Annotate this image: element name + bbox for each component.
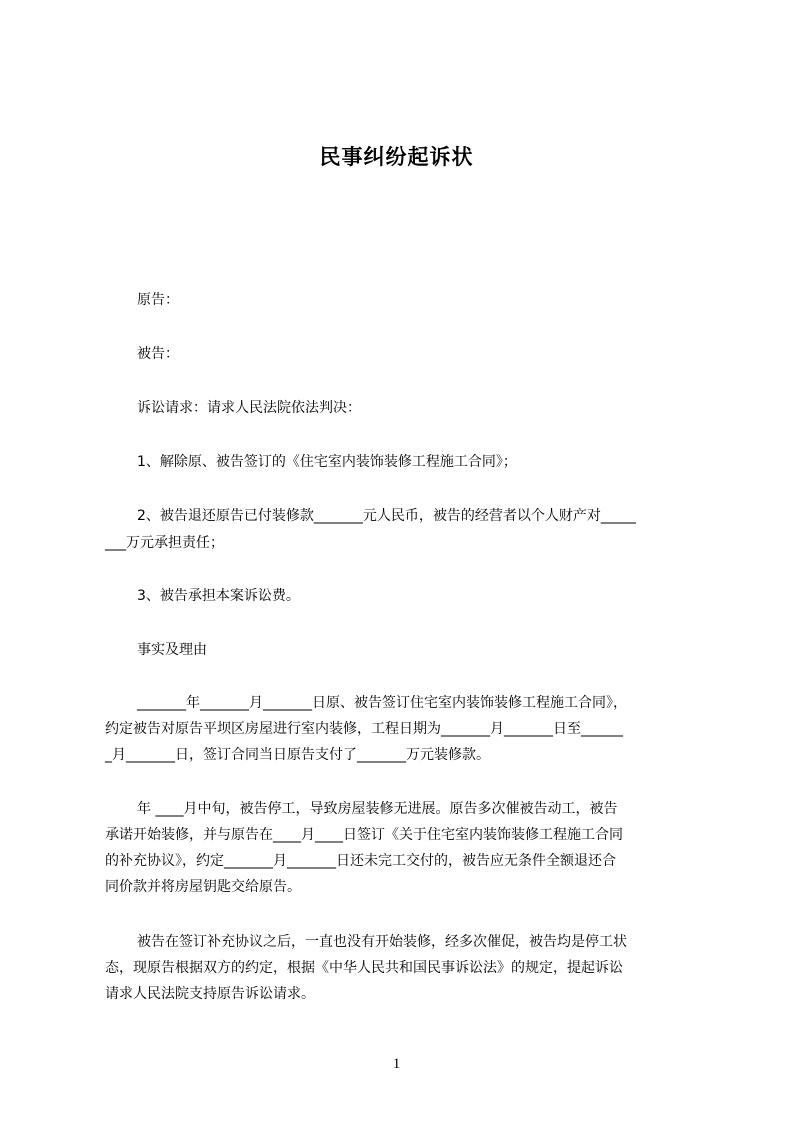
facts-paragraph-3-line-1: 被告在签订补充协议之后，一直也没有开始装修，经多次催促，被告均是停工状 <box>137 934 627 950</box>
page-number: 1 <box>392 1056 401 1072</box>
facts-paragraph-2-line-3: 的补充协议》，约定_______月_______日还未完工交付的，被告应无条件全额退还合 <box>105 853 616 869</box>
plaintiff-label: 原告： <box>137 292 179 308</box>
claim-1: 1、解除原、被告签订的《住宅室内装饰装修工程施工合同》； <box>137 454 517 470</box>
claim-2-line-2: ___万元承担责任； <box>105 535 224 551</box>
facts-paragraph-1-line-1: _______年_______月_______日原、被告签订住宅室内装饰装修工程施工合同》， <box>137 695 627 711</box>
facts-paragraph-2-line-4: 同价款并将房屋钥匙交给原告。 <box>105 879 301 895</box>
claims-heading: 诉讼请求：请求人民法院依法判决： <box>137 400 361 416</box>
document-title: 民事纠纷起诉状 <box>319 145 474 169</box>
claim-2-line-1: 2、被告退还原告已付装修款_______元人民币，被告的经营者以个人财产对_____ <box>137 508 636 524</box>
facts-paragraph-3-line-2: 态，现原告根据双方的约定，根据《中华人民共和国民事诉讼法》的规定，提起诉讼 <box>105 960 623 976</box>
facts-paragraph-1-line-2: 约定被告对原告平坝区房屋进行室内装修，工程日期为_______月_______日至______ <box>105 721 623 737</box>
facts-heading: 事实及理由 <box>137 642 207 658</box>
facts-paragraph-2-line-1: 年 ____月中旬，被告停工，导致房屋装修无进展。原告多次催被告动工，被告 <box>137 801 618 817</box>
facts-paragraph-3-line-3: 请求人民法院支持原告诉讼请求。 <box>105 986 315 1002</box>
claim-3: 3、被告承担本案诉讼费。 <box>137 588 300 604</box>
defendant-label: 被告： <box>137 346 179 362</box>
facts-paragraph-2-line-2: 承诺开始装修，并与原告在____月____日签订《关于住宅室内装饰装修工程施工合同 <box>105 827 623 843</box>
facts-paragraph-1-line-3: _月_______日，签订合同当日原告支付了_______万元装修款。 <box>105 747 490 763</box>
